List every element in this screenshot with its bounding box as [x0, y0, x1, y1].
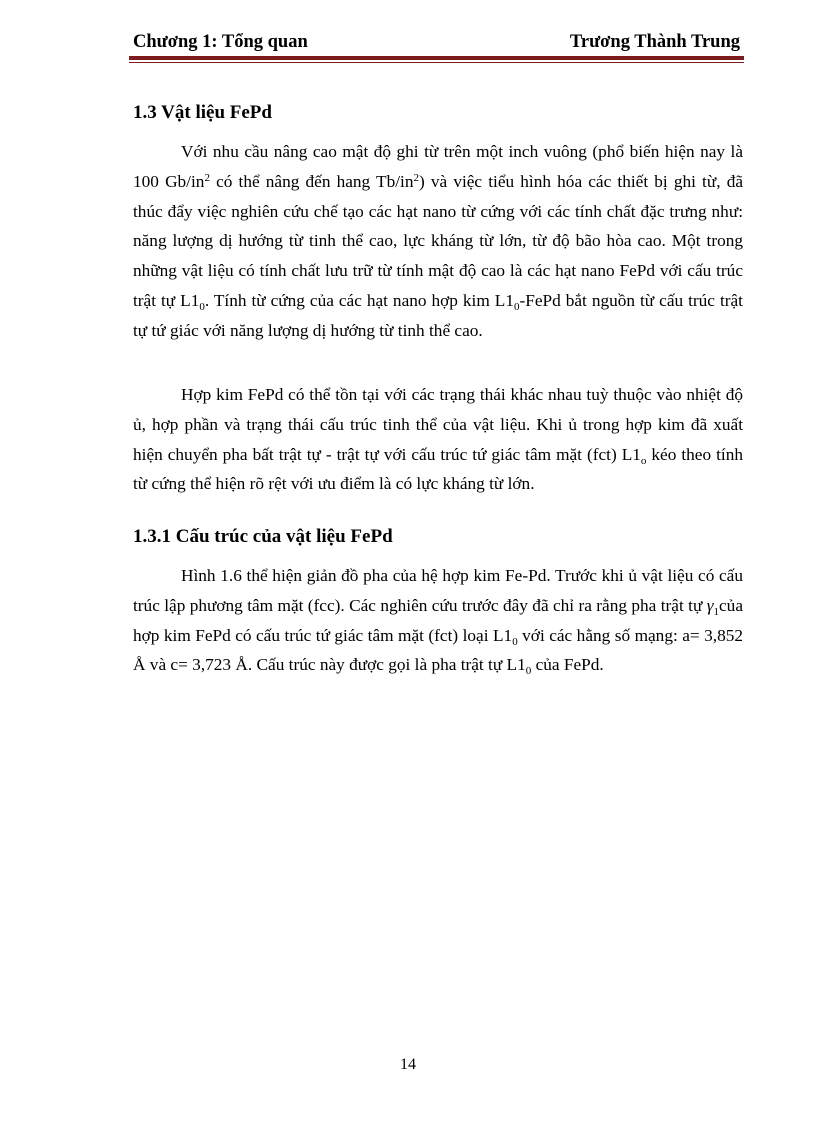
- author-name: Trương Thành Trung: [569, 32, 740, 52]
- page-header: [133, 29, 744, 55]
- header-rule-thin: [129, 62, 744, 63]
- paragraph-1: Với nhu cầu nâng cao mật độ ghi từ trên một inch vuông (phổ biến hiện nay là 100 $Gb/in^2$ có thể nâng đến hang $Tb/in^2$) và việc tiểu hình hóa các thiết bị ghi từ, đã thúc đẩy việc nghiên cứu chế tạo các hạt nano từ cứng với các tính chất đặc trưng như: năng lượng dị hướng từ tinh thể cao, lực kháng từ lớn, từ độ bão hòa cao. Một trong những vật liệu có tính chất lưu trữ từ tính mật độ cao là các hạt nano FePd với cấu trúc trật tự $L1_0$. Tính từ cứng của các hạt nano hợp kim $L1_0$-FePd bắt nguồn từ cấu trúc trật tự tứ giác với năng lượng dị hướng từ tinh thể cao.: [133, 142, 744, 340]
- paragraph-2: Hợp kim FePd có thể tồn tại với các trạng thái khác nhau tuỳ thuộc vào nhiệt độ ủ, hợp phần và trạng thái cấu trúc tinh thể của vật liệu. Khi ủ trong hợp kim đã xuất hiện chuyển pha bất trật tự - trật tự với cấu trúc tứ giác tâm mặt (fct) $L1_o$ kéo theo tính từ cứng thể hiện rõ rệt với ưu điểm là có lực kháng từ lớn.: [133, 385, 743, 494]
- chapter-title: Chương 1: Tổng quan: [133, 32, 308, 52]
- section-heading: 1.3 Vật liệu FePd: [133, 102, 272, 123]
- paragraph-3: Hình 1.6 thể hiện giản đồ pha của hệ hợp kim Fe-Pd. Trước khi ủ vật liệu có cấu trúc lập phương tâm mặt (fcc). Các nghiên cứu trước đây đã chỉ ra rằng pha trật tự $\gamma_1của$ hợp kim FePd có cấu trúc tứ giác tâm mặt (fct) loại $L1_0$ với các hằng số mạng: a= 3,852 Å và c= 3,723 Å. Cấu trúc này được gọi là pha trật tự $L1_0$ của FePd.: [133, 566, 743, 678]
- subsection-heading: 1.3.1 Cấu trúc của vật liệu FePd: [133, 526, 393, 547]
- header-rule-thick: [129, 56, 744, 60]
- page-number: 14: [400, 1056, 416, 1073]
- gamma-symbol: γ: [706, 595, 714, 615]
